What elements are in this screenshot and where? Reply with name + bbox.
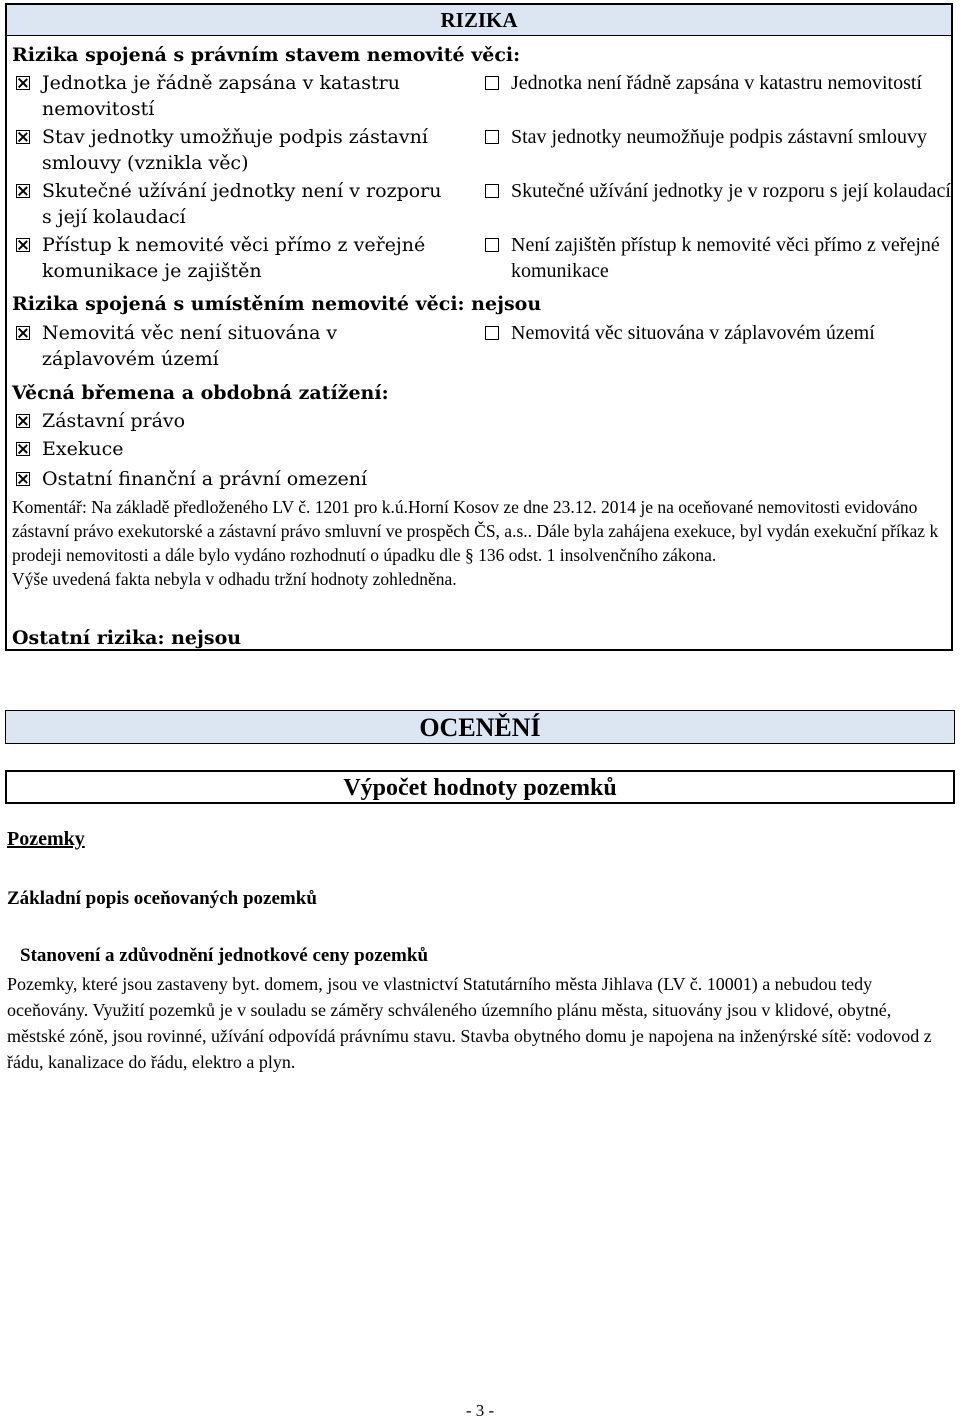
checked-box-icon	[16, 130, 30, 144]
checked-box-icon	[16, 326, 30, 340]
risk-header: RIZIKA	[7, 5, 951, 36]
checked-box-icon	[16, 414, 30, 428]
valuation-header: OCENĚNÍ	[5, 710, 955, 744]
checkbox-item: Ostatní finanční a právní omezení	[16, 466, 456, 492]
checked-box-icon	[16, 472, 30, 486]
location-risks-title: Rizika spojená s umístěním nemovité věci: nejsou	[12, 293, 542, 315]
empty-box-icon	[485, 130, 499, 144]
checkbox-item: Stav jednotky umožňuje podpis zástavní smlouvy (vznikla věc)	[16, 124, 456, 176]
checkbox-item: Přístup k nemovité věci přímo z veřejné komunikace je zajištěn	[16, 232, 456, 284]
land-description-title: Základní popis oceňovaných pozemků	[7, 888, 317, 909]
checked-box-icon	[16, 184, 30, 198]
legal-risks-title: Rizika spojená s právním stavem nemovité věci:	[12, 44, 521, 66]
page-number: - 3 -	[465, 1401, 495, 1420]
checked-box-icon	[16, 442, 30, 456]
checkbox-item: Nemovitá věc není situována v záplavovém území	[16, 320, 456, 372]
checkbox-item: Není zajištěn přístup k nemovité věci přímo z veřejné komunikace	[485, 232, 953, 284]
land-paragraph: Pozemky, které jsou zastaveny byt. domem, jsou ve vlastnictví Statutárního města Jihlava (LV č. 10001) a nebudou tedy oceňovány. Využití pozemků je v souladu se záměry schváleného územního plánu města, situovány jsou v klidové, obytné, městské zóně, jsou rovinné, užívání odpovídá právnímu stavu. Stavba obytného domu je napojena na inženýrské sítě: vodovod z řádu, kanalizace do řádu, elektro a plyn.	[7, 974, 932, 1072]
land-title: Pozemky	[7, 828, 85, 850]
comment-block	[12, 495, 942, 591]
empty-box-icon	[485, 238, 499, 252]
checkbox-item: Jednotka není řádně zapsána v katastru nemovitostí	[485, 70, 953, 96]
checkbox-item: Zástavní právo	[16, 408, 456, 434]
empty-box-icon	[485, 76, 499, 90]
checkbox-item: Exekuce	[16, 436, 456, 462]
empty-box-icon	[485, 326, 499, 340]
comment-note: Výše uvedená fakta nebyla v odhadu tržní hodnoty zohledněna.	[12, 569, 457, 589]
checked-box-icon	[16, 76, 30, 90]
checked-box-icon	[16, 238, 30, 252]
checkbox-item: Skutečné užívání jednotky není v rozporu s její kolaudací	[16, 178, 456, 230]
comment-text: Komentář: Na základě předloženého LV č. 1201 pro k.ú.Horní Kosov ze dne 23.12. 2014 je na oceňované nemovitosti evidováno zástavní právo exekutorské a zástavní právo smluvní ve prospěch ČS, a.s.. Dále byla zahájena exekuce, byl vydán exekuční příkaz k prodeji nemovitosti a dále bylo vydáno rozhodnutí o úpadku dle § 136 odst. 1 insolvenčního zákona.	[12, 497, 939, 565]
calculation-header: Výpočet hodnoty pozemků	[5, 770, 955, 804]
other-risks: Ostatní rizika: nejsou	[12, 627, 242, 649]
checkbox-item: Nemovitá věc situována v záplavovém území	[485, 320, 953, 346]
checkbox-item: Skutečné užívání jednotky je v rozporu s její kolaudací	[485, 178, 953, 204]
checkbox-item: Jednotka je řádně zapsána v katastru nemovitostí	[16, 70, 456, 122]
risk-section	[5, 3, 953, 651]
easements-title: Věcná břemena a obdobná zatížení:	[12, 382, 389, 404]
checkbox-item: Stav jednotky neumožňuje podpis zástavní smlouvy	[485, 124, 953, 150]
unit-price-title: Stanovení a zdůvodnění jednotkové ceny pozemků	[20, 945, 429, 966]
empty-box-icon	[485, 184, 499, 198]
